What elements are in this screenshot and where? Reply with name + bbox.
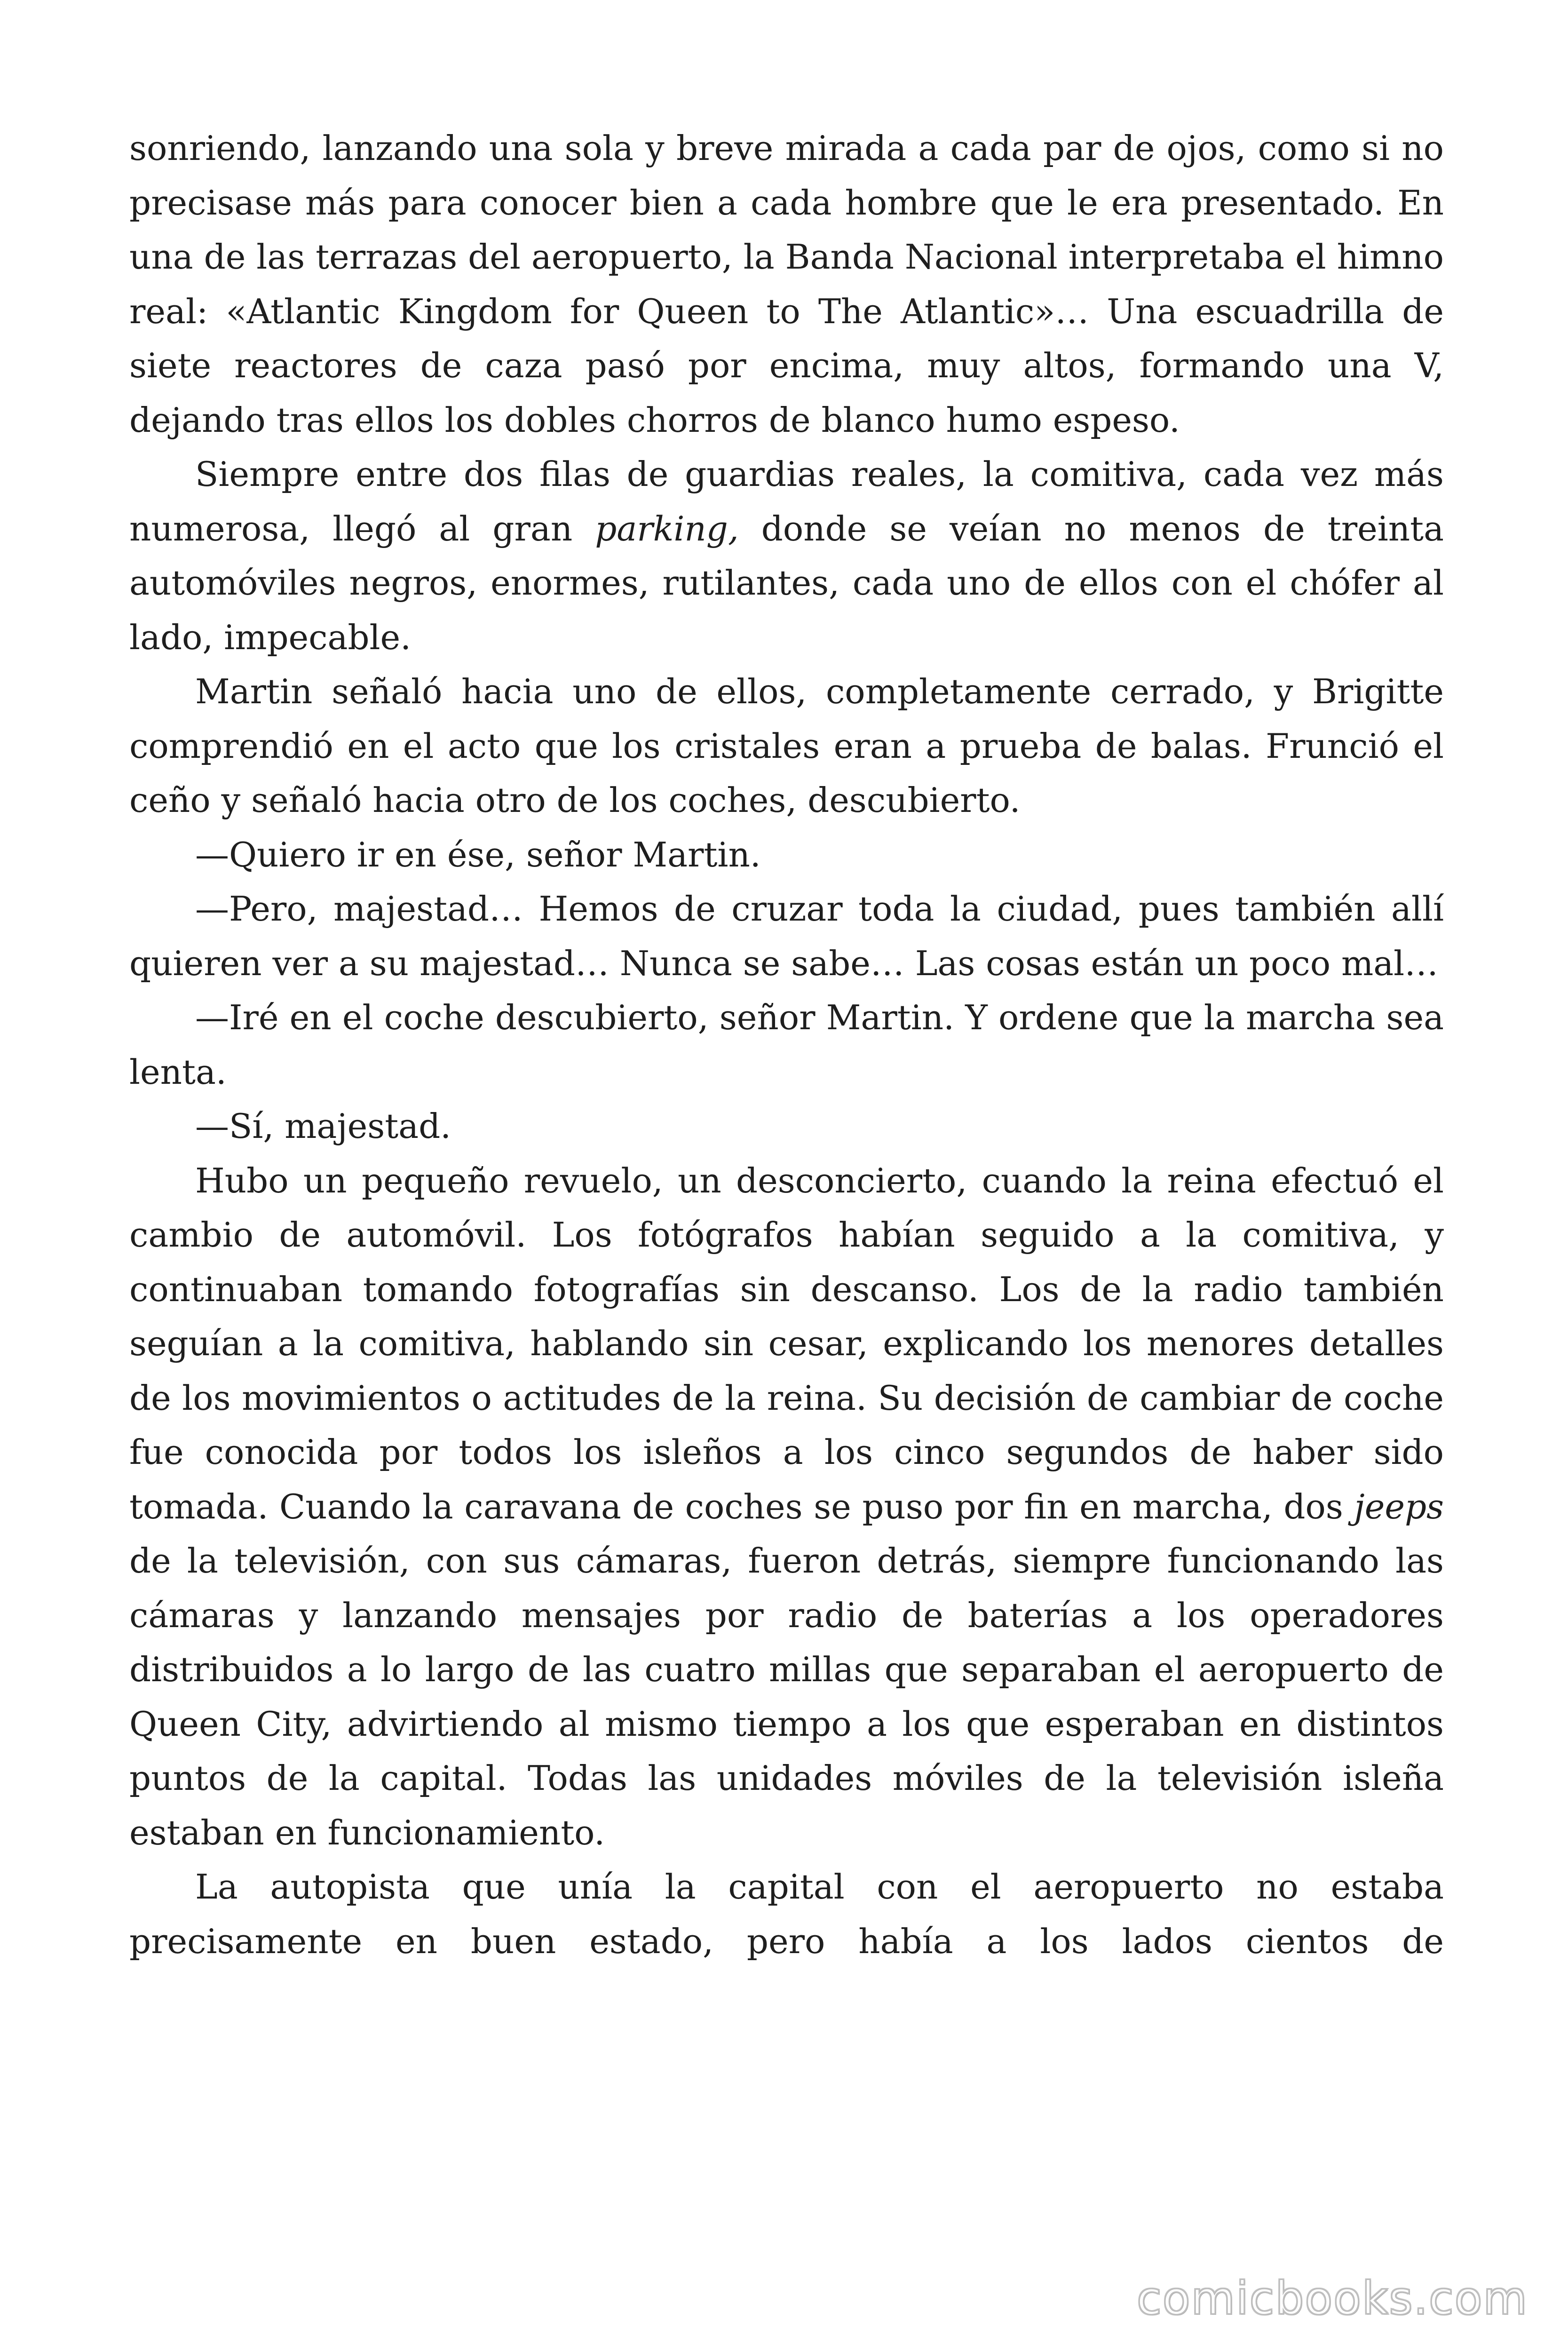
paragraph-1: sonriendo, lanzando una sola y breve mirada a cada par de ojos, como si no precisase más para conocer bien a cada hombre que le era presentado. En una de las terrazas del aeropuerto, la Banda Nacional interpretaba el himno real: «Atlantic Kingdom for Queen to The Atlantic»… Una escuadrilla de siete reactores de caza pasó por encima, muy altos, formando una V, dejando tras ellos los dobles chorros de blanco humo espeso. [129, 128, 1444, 440]
paragraph-6-dialogue: —Iré en el coche descubierto, señor Martin. Y ordene que la marcha sea lenta. [129, 998, 1444, 1092]
paragraph-9: La autopista que unía la capital con el aeropuerto no estaba precisamente en buen estado, pero había a los lados cientos de [129, 1867, 1444, 1961]
page-body [129, 121, 1444, 1969]
watermark-text: comicbooks.com [1136, 2272, 1528, 2325]
paragraph-8: Hubo un pequeño revuelo, un desconcierto, cuando la reina efectuó el cambio de automóvil. Los fotógrafos habían seguido a la comitiva, y continuaban tomando fotografías sin descanso. Los de la radio también seguían a la comitiva, hablando sin cesar, explicando los menores detalles de los movimientos o actitudes de la reina. Su decisión de cambiar de coche fue conocida por todos los isleños a los cinco segundos de haber sido tomada. Cuando la caravana de coches se puso por fin en marcha, dos jeeps de la televisión, con sus cámaras, fueron detrás, siempre funcionando las cámaras y lanzando mensajes por radio de baterías a los operadores distribuidos a lo largo de las cuatro millas que separaban el aeropuerto de Queen City, advirtiendo al mismo tiempo a los que esperaban en distintos puntos de la capital. Todas las unidades móviles de la televisión isleña estaban en funcionamiento. [129, 1160, 1444, 1852]
paragraph-3: Martin señaló hacia uno de ellos, completamente cerrado, y Brigitte comprendió en el acto que los cristales eran a prueba de balas. Frunció el ceño y señaló hacia otro de los coches, descubierto. [129, 672, 1444, 820]
italic-word-parking: parking, [595, 509, 739, 548]
italic-word-jeeps: jeeps [1354, 1486, 1444, 1526]
paragraph-2: Siempre entre dos filas de guardias reales, la comitiva, cada vez más numerosa, llegó al gran parking, donde se veían no menos de treinta automóviles negros, enormes, rutilantes, cada uno de ellos con el chófer al lado, impecable. [129, 454, 1444, 657]
paragraph-4-dialogue: —Quiero ir en ése, señor Martin. [195, 834, 761, 874]
paragraph-7-dialogue: —Sí, majestad. [195, 1106, 451, 1146]
paragraph-5-dialogue: —Pero, majestad… Hemos de cruzar toda la ciudad, pues también allí quieren ver a su majestad… Nunca se sabe… Las cosas están un poco mal… [129, 889, 1444, 983]
